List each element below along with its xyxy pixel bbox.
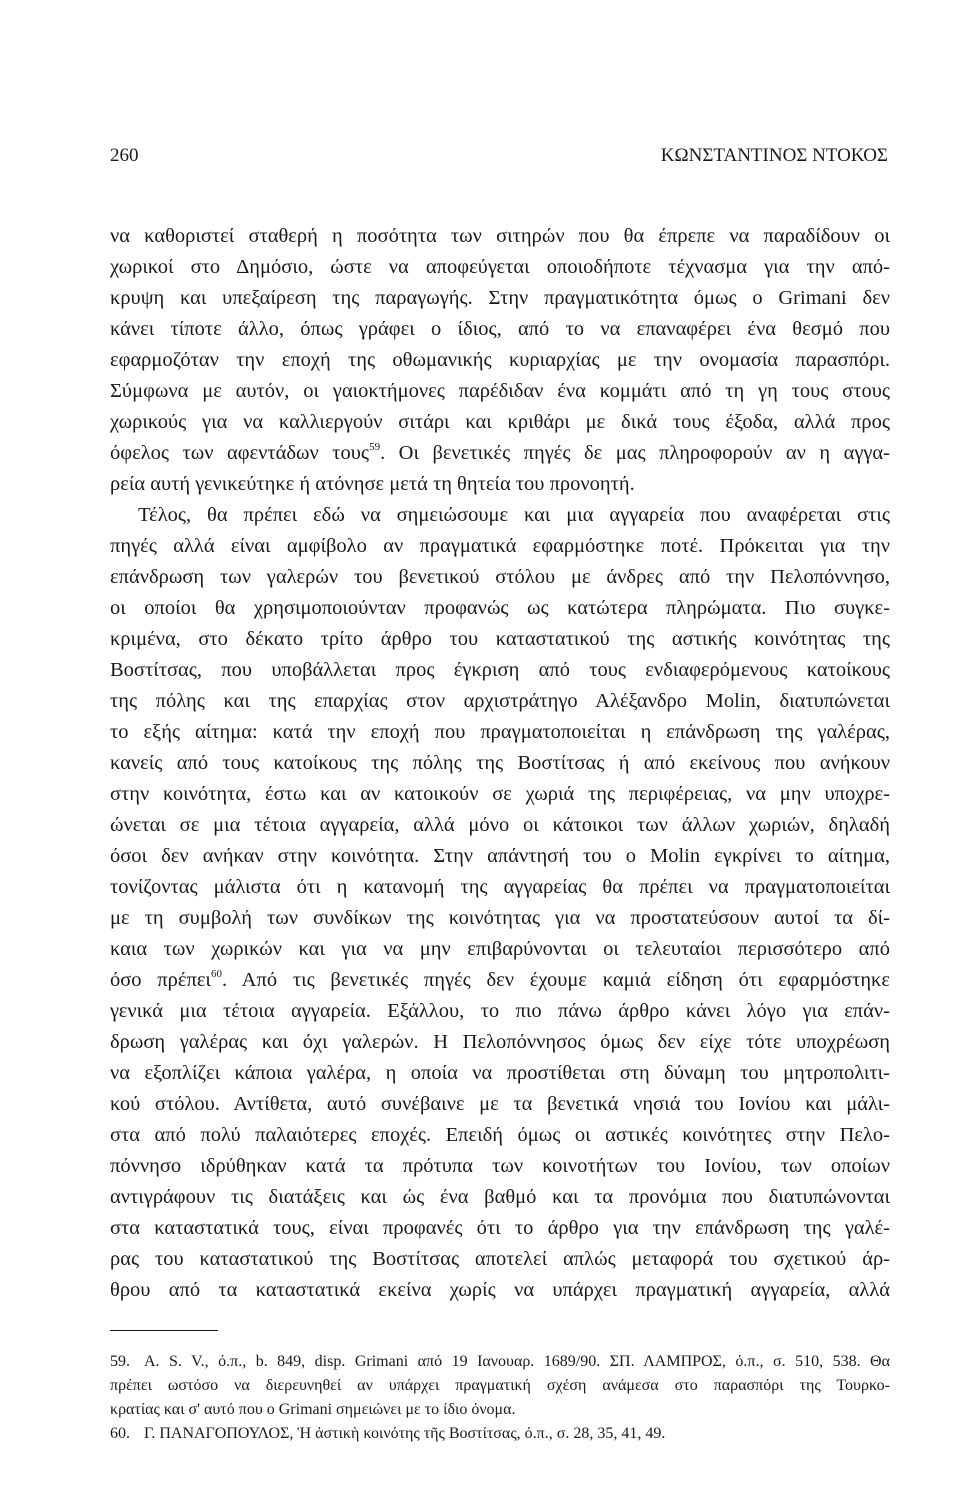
footnote-ref-60[interactable]: 60 <box>210 968 222 980</box>
footnote-text: A. S. V., ό.π., b. 849, disp. Grimani από 19 Ιανουαρ. 1689/90. ΣΠ. ΛΑΜΠΡΟΣ, ό.π., σ. 510, 538. Θα <box>144 1353 890 1370</box>
footnote-line: πρέπει ωστόσο να διερευνηθεί αν υπάρχει πραγματική σχέση ανάμεσα στο παρασπόρι της Τουρκο- <box>110 1377 890 1394</box>
text-segment: όσο πρέπει <box>110 969 211 991</box>
text-line: να εξοπλίζει κάποια γαλέρα, η οποία να προστίθεται στη δύναμη του μητροπολιτι- <box>110 1062 890 1084</box>
text-line: καια των χωρικών και για να μην επιβαρύνονται οι τελευταίοι περισσότερο από <box>110 938 890 960</box>
text-line: χωρικούς για να καλλιεργούν σιτάρι και κριθάρι με δικά τους έξοδα, αλλά προς <box>110 411 890 433</box>
running-head: ΚΩΝΣΤΑΝΤΙΝΟΣ ΝΤΟΚΟΣ <box>660 145 888 166</box>
text-line: της πόλης και της επαρχίας στον αρχιστράτηγο Αλέξανδρο Molin, διατυπώνεται <box>110 690 890 712</box>
footnote-ref-59[interactable]: 59 <box>369 441 381 453</box>
text-line: κάνει τίποτε άλλο, όπως γράφει ο ίδιος, από το να επαναφέρει ένα θεσμό που <box>110 318 890 340</box>
text-line <box>110 438 890 469</box>
footnote-number: 60. <box>110 1425 130 1442</box>
text-line: θρου από τα καταστατικά εκείνα χωρίς να υπάρχει πραγματική αγγαρεία, αλλά <box>110 1279 890 1301</box>
text-segment: . Οι βενετικές πηγές δε μας πληροφορούν αν η αγγα- <box>380 442 890 464</box>
page-number: 260 <box>110 145 139 166</box>
text-line: Βοστίτσας, που υποβάλλεται προς έγκριση από τους ενδιαφερόμενους κατοίκους <box>110 659 890 681</box>
text-line: κρυψη και υπεξαίρεση της παραγωγής. Στην πραγματικότητα όμως ο Grimani δεν <box>110 287 890 309</box>
text-line: Τέλος, θα πρέπει εδώ να σημειώσουμε και μια αγγαρεία που αναφέρεται στις <box>138 504 890 526</box>
text-line: στην κοινότητα, έστω και αν κατοικούν σε χωριά της περιφέρειας, να μην υποχρε- <box>110 783 890 805</box>
text-line: κριμένα, στο δέκατο τρίτο άρθρο του καταστατικού της αστικής κοινότητας της <box>110 628 890 650</box>
text-line: ρας του καταστατικού της Βοστίτσας αποτελεί απλώς μεταφορά του σχετικού άρ- <box>110 1248 890 1270</box>
text-line: κανείς από τους κατοίκους της πόλης της Βοστίτσας ή από εκείνους που ανήκουν <box>110 752 890 774</box>
text-line: όσοι δεν ανήκαν στην κοινότητα. Στην απάντησή του ο Molin εγκρίνει το αίτημα, <box>110 845 890 867</box>
footnote-line: κρατίας και σ' αυτό που ο Grimani σημειώνει με το ίδιο όνομα. <box>110 1401 516 1418</box>
text-line: Σύμφωνα με αυτόν, οι γαιοκτήμονες παρέδιδαν ένα κομμάτι από τη γη τους στους <box>110 380 890 402</box>
text-line: αντιγράφουν τις διατάξεις και ώς ένα βαθμό και τα προνόμια που διατυπώνονται <box>110 1186 890 1208</box>
text-line <box>110 965 890 996</box>
footnote-divider <box>110 1330 218 1331</box>
footnotes <box>110 1350 890 1446</box>
page-header <box>110 145 888 177</box>
text-line: επάνδρωση των γαλερών του βενετικού στόλου με άνδρες από την Πελοπόννησο, <box>110 566 890 588</box>
text-segment: όφελος των αφεντάδων τους <box>110 442 370 464</box>
footnote-60 <box>110 1422 890 1446</box>
text-line: ρεία αυτή γενικεύτηκε ή ατόνησε μετά τη θητεία του προνοητή. <box>110 473 635 495</box>
text-line: πηγές αλλά είναι αμφίβολο αν πραγματικά εφαρμόστηκε ποτέ. Πρόκειται για την <box>110 535 890 557</box>
footnote-number: 59. <box>110 1353 130 1370</box>
footnote-text: Γ. ΠΑΝΑΓΟΠΟΥΛΟΣ, Ἡ ἀστικὴ κοινότης τῆς Βοστίτσας, ό.π., σ. 28, 35, 41, 49. <box>144 1425 666 1442</box>
text-line: στα από πολύ παλαιότερες εποχές. Επειδή όμως οι αστικές κοινότητες στην Πελο- <box>110 1124 890 1146</box>
text-line: τονίζοντας μάλιστα ότι η κατανομή της αγγαρείας θα πρέπει να πραγματοποιείται <box>110 876 890 898</box>
text-line: πόννησο ιδρύθηκαν κατά τα πρότυπα των κοινοτήτων του Ιονίου, των οποίων <box>110 1155 890 1177</box>
text-segment: . Από τις βενετικές πηγές δεν έχουμε καμιά είδηση ότι εφαρμόστηκε <box>221 969 890 991</box>
text-line: ώνεται σε μια τέτοια αγγαρεία, αλλά μόνο οι κάτοικοι των άλλων χωριών, δηλαδή <box>110 814 890 836</box>
text-line: οι οποίοι θα χρησιμοποιούνταν προφανώς ως κατώτερα πληρώματα. Πιο συγκε- <box>110 597 890 619</box>
text-line: δρωση γαλέρας και όχι γαλερών. Η Πελοπόννησος όμως δεν είχε τότε υποχρέωση <box>110 1031 890 1053</box>
text-line: το εξής αίτημα: κατά την εποχή που πραγματοποιείται η επάνδρωση της γαλέρας, <box>110 721 890 743</box>
text-line: με τη συμβολή των συνδίκων της κοινότητας για να προστατεύσουν αυτοί τα δί- <box>110 907 890 929</box>
text-line: εφαρμοζόταν την εποχή της οθωμανικής κυριαρχίας με την ονομασία παρασπόρι. <box>110 349 890 371</box>
text-line: κού στόλου. Αντίθετα, αυτό συνέβαινε με τα βενετικά νησιά του Ιονίου και μάλι- <box>110 1093 890 1115</box>
text-line: να καθοριστεί σταθερή η ποσότητα των σιτηρών που θα έπρεπε να παραδίδουν οι <box>110 225 890 247</box>
text-line: στα καταστατικά τους, είναι προφανές ότι το άρθρο για την επάνδρωση της γαλέ- <box>110 1217 890 1239</box>
text-line: χωρικοί στο Δημόσιο, ώστε να αποφεύγεται οποιοδήποτε τέχνασμα για την από- <box>110 256 890 278</box>
footnote-59 <box>110 1350 890 1374</box>
body-text <box>110 221 890 1306</box>
text-line: γενικά μια τέτοια αγγαρεία. Εξάλλου, το πιο πάνω άρθρο κάνει λόγο για επάν- <box>110 1000 890 1022</box>
